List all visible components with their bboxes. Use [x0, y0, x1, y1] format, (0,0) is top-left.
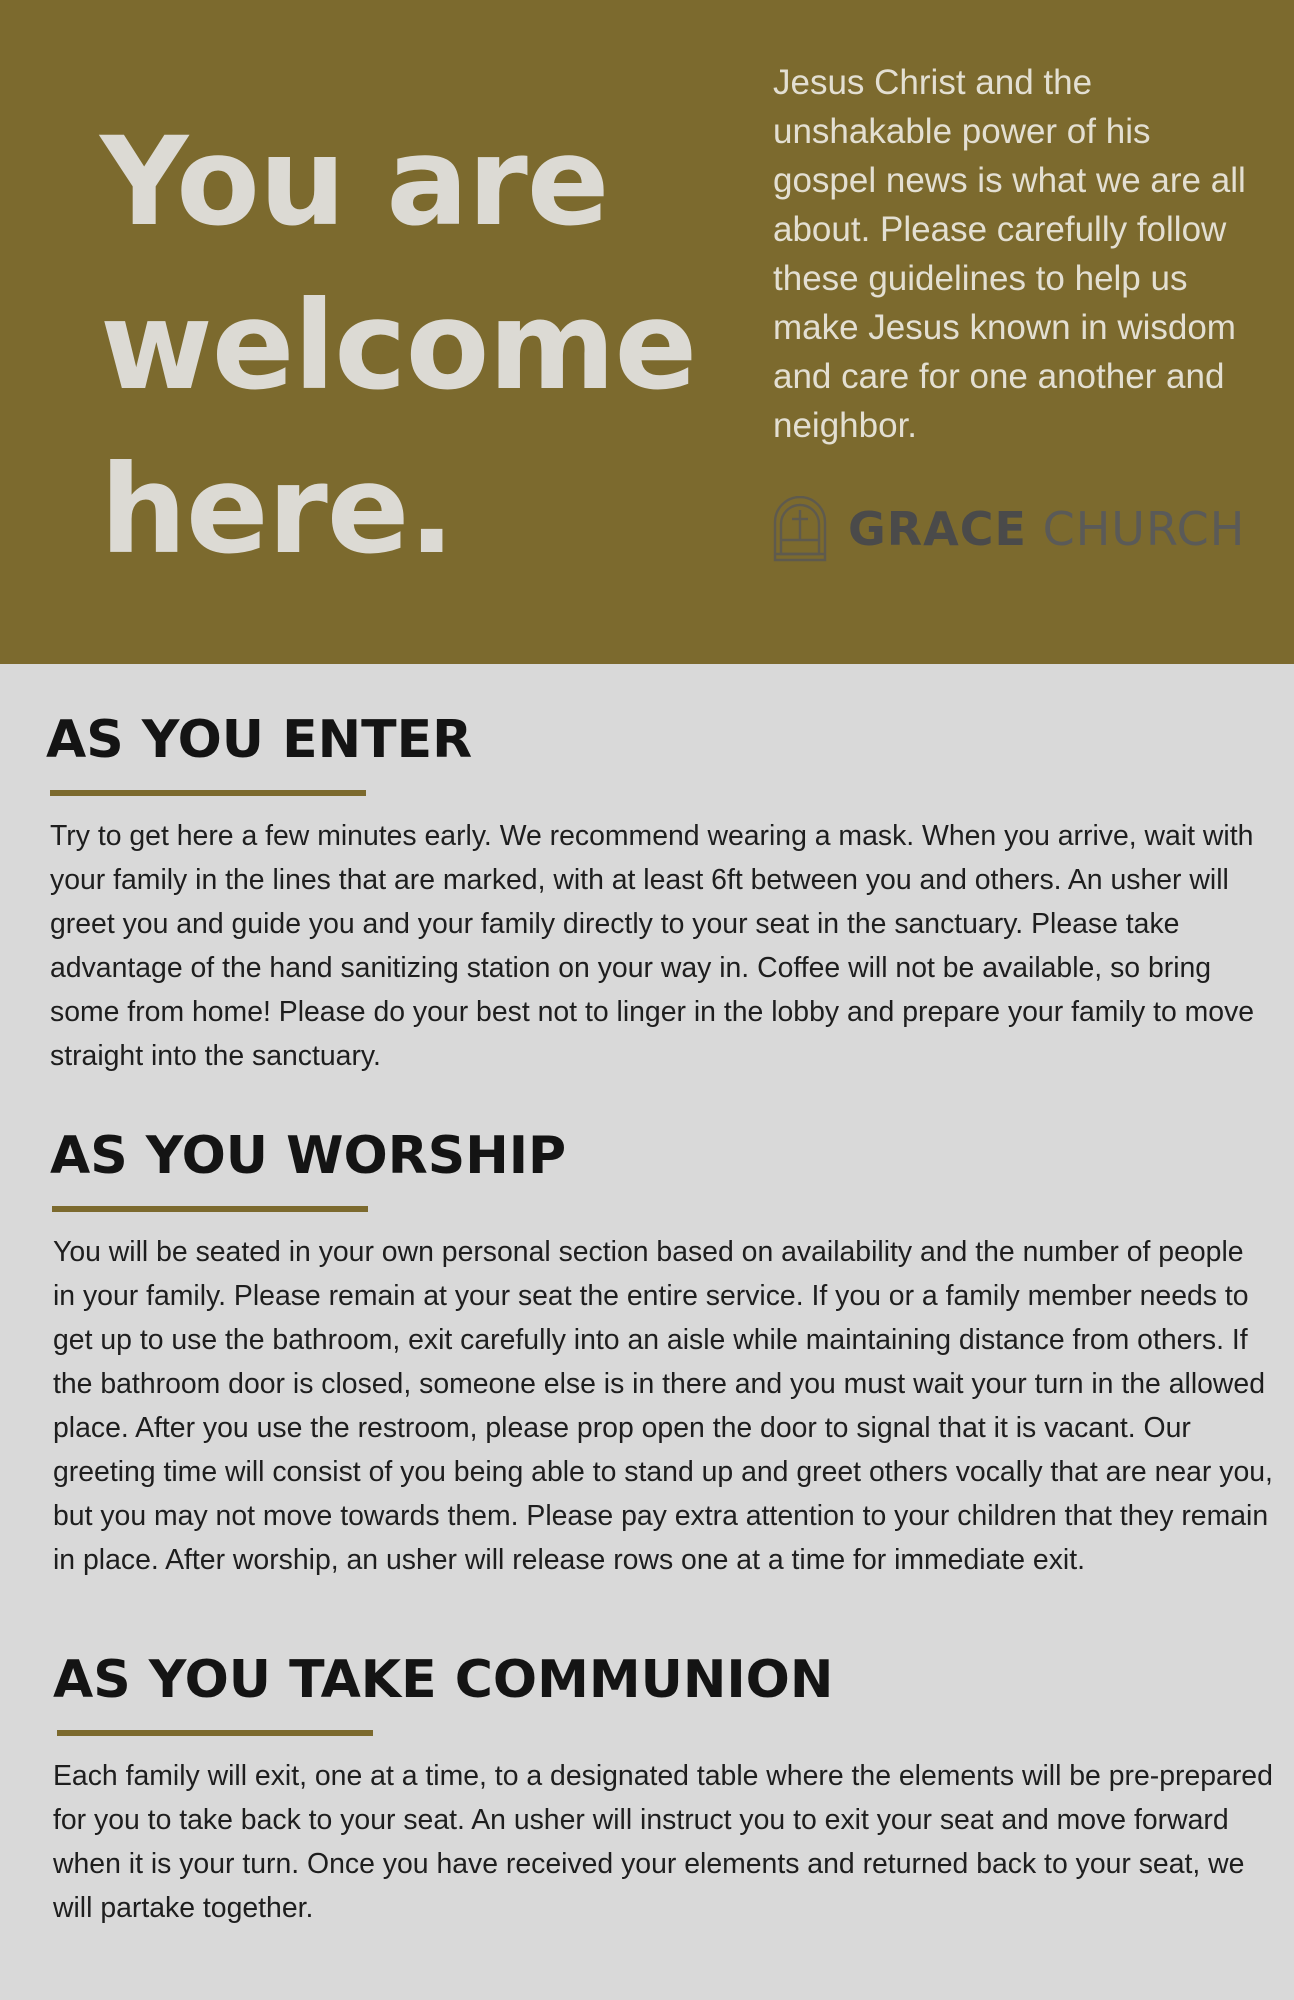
section-divider	[57, 1730, 373, 1736]
section-body: Try to get here a few minutes early. We recommend wearing a mask. When you arrive, wait with your family in the lines that are marked, with at least 6ft between you and others. An usher will greet you and guide you and your family directly to your seat in the sanctuary. Please take advantage of the hand sanitizing station on your way in. Coffee will not be available, so bring some from home! Please do your best not to linger in the lobby and prepare your family to move straight into the sanctuary.	[50, 820, 1255, 1072]
section-as-you-enter	[46, 710, 1270, 1078]
section-body: Each family will exit, one at a time, to a designated table where the elements will be pre-prepared for you to take back to your seat. An usher will instruct you to exit your seat and move forward when it is your turn. Once you have received your elements and returned back to your seat, we will partake together.	[53, 1760, 1273, 1924]
section-heading: AS YOU TAKE COMMUNION	[53, 1650, 834, 1710]
section-divider	[52, 1206, 368, 1212]
hero-intro-text: Jesus Christ and the unshakable power of his gospel news is what we are all about. Please carefully follow these guidelines to help us make Jesus known in wisdom and care for one another and neighbor.	[773, 63, 1246, 445]
section-as-you-take-communion	[53, 1650, 1273, 1930]
section-heading: AS YOU WORSHIP	[50, 1126, 567, 1186]
hero-banner	[0, 0, 1294, 664]
church-name-bold: GRACE	[848, 502, 1027, 556]
church-name-light: CHURCH	[1042, 502, 1246, 556]
hero-title-line: You are	[100, 111, 609, 253]
hero-title	[100, 100, 700, 592]
section-divider	[50, 790, 366, 796]
church-name	[848, 502, 1245, 556]
church-window-cross-icon	[772, 496, 828, 562]
hero-title-line: welcome	[100, 275, 697, 417]
section-heading: AS YOU ENTER	[46, 710, 473, 770]
hero-title-line: here.	[100, 439, 454, 581]
section-body: You will be seated in your own personal section based on availability and the number of people in your family. Please remain at your seat the entire service. If you or a family member needs to get up to use the bathroom, exit carefully into an aisle while maintaining distance from others. If the bathroom door is closed, someone else is in there and you must wait your turn in the allowed place. After you use the restroom, please prop open the door to signal that it is vacant. Our greeting time will consist of you being able to stand up and greet others vocally that are near you, but you may not move towards them. Please pay extra attention to your children that they remain in place. After worship, an usher will release rows one at a time for immediate exit.	[53, 1236, 1273, 1576]
section-as-you-worship	[50, 1126, 1273, 1582]
church-brand	[772, 494, 1245, 564]
